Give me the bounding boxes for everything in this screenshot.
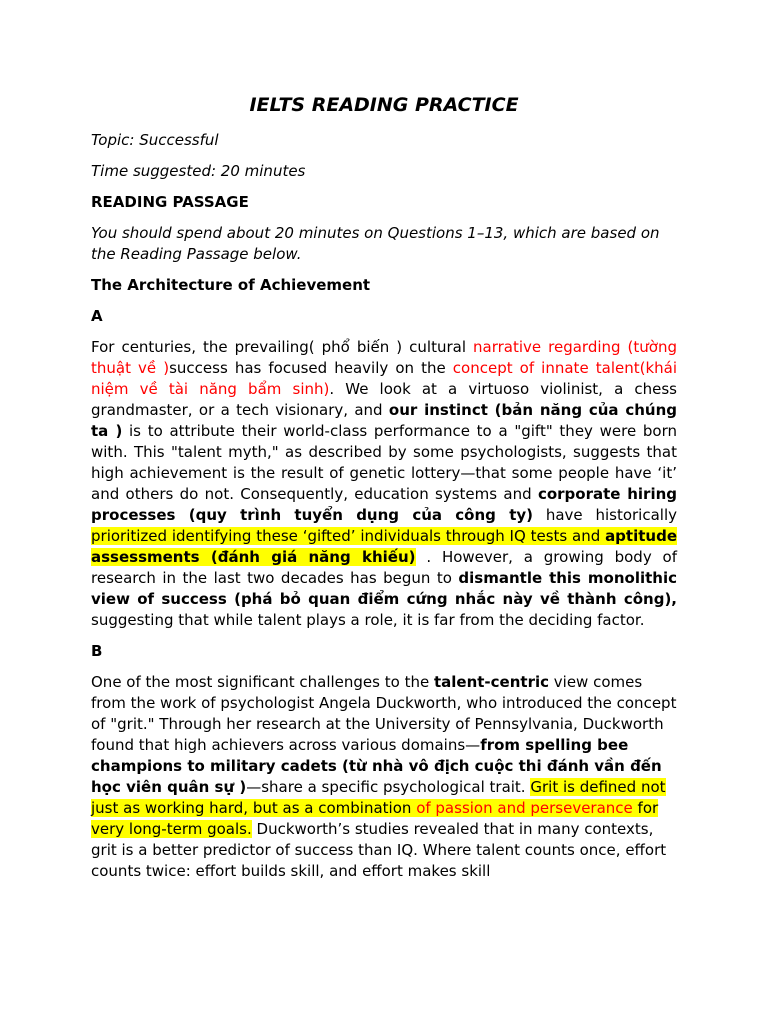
time-line: Time suggested: 20 minutes xyxy=(91,162,306,180)
para-b-text-1: One of the most significant challenges to the xyxy=(91,673,434,691)
paragraph-label-a: A xyxy=(91,307,103,325)
highlight-long-term-goals: for very long-term goals. xyxy=(91,799,659,838)
paragraph-label-b: B xyxy=(91,642,103,660)
vocab-instinct: our instinct (bản năng của chúng ta ) xyxy=(91,401,678,440)
section-heading: READING PASSAGE xyxy=(91,193,249,211)
vocab-talent-centric: talent-centric xyxy=(433,673,549,691)
paragraph-a xyxy=(91,337,677,631)
para-b-text-3: —share a specific psychological trait. xyxy=(246,778,531,796)
page-title: IELTS READING PRACTICE xyxy=(249,94,519,116)
vocab-dismantle: dismantle this monolithic view of success (phá bỏ quan điểm cứng nhắc này về thành công), xyxy=(91,569,677,608)
para-a-text-4: is to attribute their world-class performance to a "gift" they were born with. This "talent myth," as described by some psychologists, suggests that high achievement is the result of genetic lottery—that some people have ‘it’ and others do not. Consequently, education systems and xyxy=(91,422,678,503)
passage-title: The Architecture of Achievement xyxy=(91,276,371,294)
highlight-grit-defined: Grit is defined not just as working hard, but as a combination xyxy=(91,778,666,817)
paragraph-b xyxy=(91,672,677,882)
para-a-text-2: success has focused heavily on the xyxy=(169,359,453,377)
instruction-text: You should spend about 20 minutes on Questions 1–13, which are based on the Reading Passage below. xyxy=(91,224,660,263)
para-a-text-3: . We look at a virtuoso violinist, a chess grandmaster, or a tech visionary, and xyxy=(91,380,677,419)
vocab-hiring-processes: corporate hiring processes (quy trình tuyển dụng của công ty) xyxy=(91,485,678,524)
highlight-prioritized: prioritized identifying these ‘gifted’ individuals through IQ tests and xyxy=(91,527,606,545)
para-a-text-1: For centuries, the prevailing( phổ biến ) cultural xyxy=(91,338,474,356)
highlight-passion-perseverance: of passion and perseverance xyxy=(416,799,633,817)
topic-line: Topic: Successful xyxy=(91,131,219,149)
para-a-text-6: . However, a growing body of research in the last two decades has begun to xyxy=(91,548,677,587)
para-a-text-7: suggesting that while talent plays a role, it is far from the deciding factor. xyxy=(91,611,645,629)
vocab-innate-talent: concept of innate talent(khái niệm về tài năng bẩm sinh) xyxy=(91,359,678,398)
vocab-narrative: narrative regarding (tường thuật về ) xyxy=(91,338,677,377)
para-b-text-2: view comes from the work of psychologist Angela Duckworth, who introduced the concept of "grit." Through her research at the University of Pennsylvania, Duckworth found that high achievers across various domains— xyxy=(91,673,677,754)
vocab-spelling-bee: from spelling bee champions to military cadets (từ nhà vô địch cuộc thi đánh vần đến học viên quân sự ) xyxy=(91,736,662,796)
para-b-text-4: Duckworth’s studies revealed that in many contexts, grit is a better predictor of success than IQ. Where talent counts once, effort counts twice: effort builds skill, and effort makes skill xyxy=(91,820,667,880)
highlight-aptitude: aptitude assessments (đánh giá năng khiếu) xyxy=(91,527,677,566)
para-a-text-5: have historically xyxy=(533,506,677,524)
